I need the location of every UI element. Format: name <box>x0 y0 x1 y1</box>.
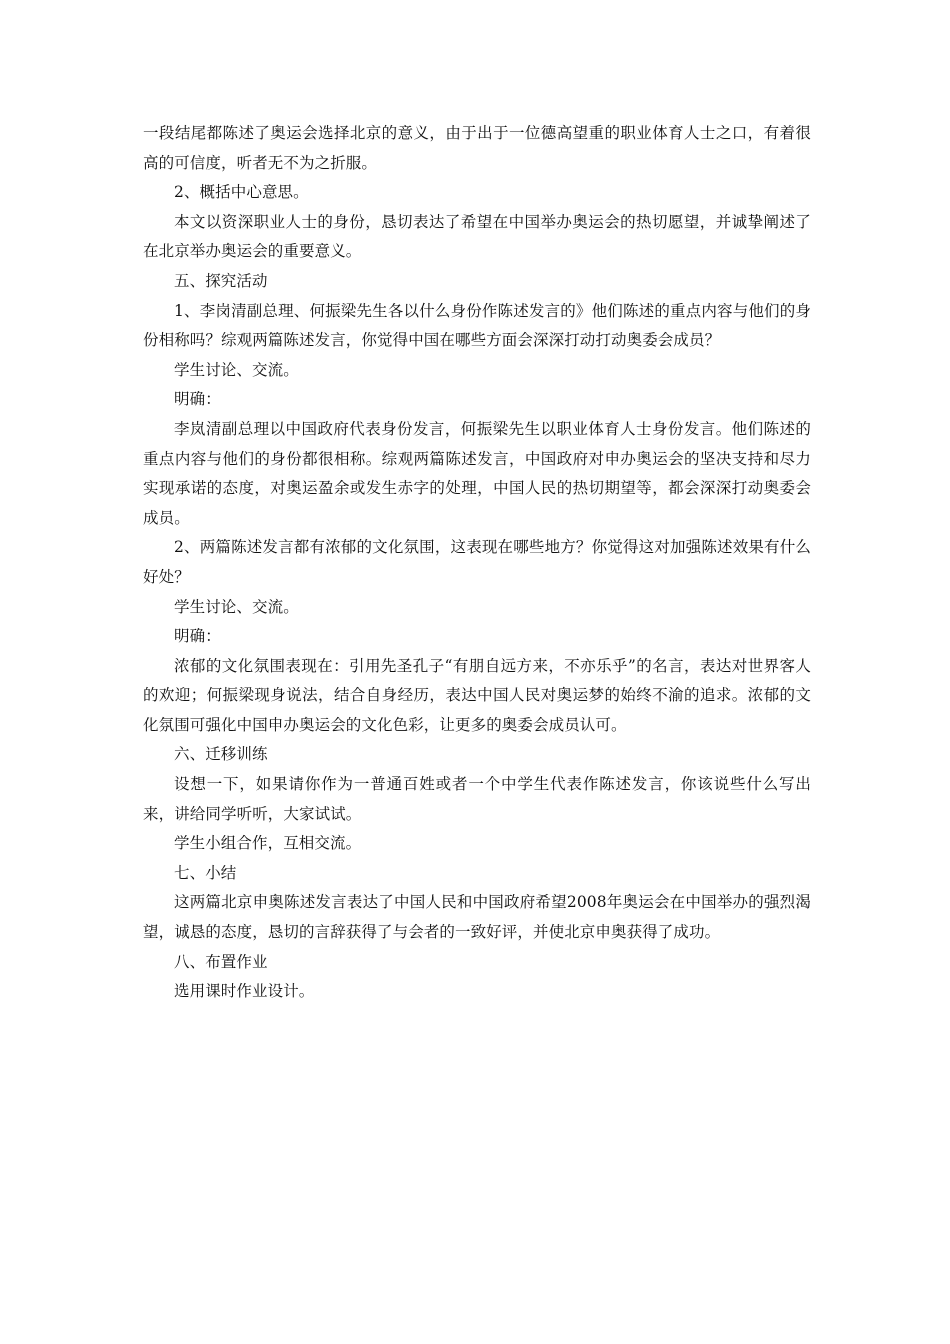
section-heading: 七、小结 <box>174 863 237 882</box>
answer-paragraph: 李岚清副总理以中国政府代表身份发言，何振梁先生以职业体育人士身份发言。他们陈述的重点内容与他们的身份都很相称。综观两篇陈述发言，中国政府对申办奥运会的坚决支持和尽力实现承诺的态度，对奥运盈余或发生赤字的处理，中国人民的热切期望等，都会深深打动奥委会成员。 <box>143 419 811 527</box>
section-heading: 五、探究活动 <box>174 271 268 290</box>
document-body <box>143 119 811 1007</box>
question-paragraph: 1、李岗清副总理、何振梁先生各以什么身份作陈述发言的》他们陈述的重点内容与他们的身份相称吗？综观两篇陈述发言，你觉得中国在哪些方面会深深打动打动奥委会成员？ <box>143 301 811 350</box>
paragraph: 本文以资深职业人士的身份，恳切表达了希望在中国举办奥运会的热切愿望，并诚挚阐述了在北京举办奥运会的重要意义。 <box>143 212 811 261</box>
paragraph: 设想一下，如果请你作为一普通百姓或者一个中学生代表作陈述发言，你该说些什么写出来，讲给同学听听，大家试试。 <box>143 775 811 823</box>
paragraph: 明确： <box>174 627 221 646</box>
paragraph: 这两篇北京申奥陈述发言表达了中国人民和中国政府希望2008年奥运会在中国举办的强烈渴望，诚恳的态度，恳切的言辞获得了与会者的一致好评，并使北京申奥获得了成功。 <box>143 893 811 942</box>
paragraph: 学生小组合作，互相交流。 <box>174 834 362 853</box>
question-paragraph: 2、两篇陈述发言都有浓郁的文化氛围，这表现在哪些地方？你觉得这对加强陈述效果有什么好处？ <box>143 538 811 586</box>
answer-paragraph: 浓郁的文化氛围表现在：引用先圣孔子“有朋自远方来，不亦乐乎”的名言，表达对世界客人的欢迎；何振梁现身说法，结合自身经历，表达中国人民对奥运梦的始终不渝的追求。浓郁的文化氛围可强化中国申办奥运会的文化色彩，让更多的奥委会成员认可。 <box>143 656 811 734</box>
paragraph: 明确： <box>174 390 221 409</box>
paragraph: 选用课时作业设计。 <box>174 982 315 1001</box>
section-heading: 八、布置作业 <box>174 952 268 971</box>
paragraph: 学生讨论、交流。 <box>174 597 299 616</box>
section-heading: 六、迁移训练 <box>174 745 268 764</box>
paragraph: 一段结尾都陈述了奥运会选择北京的意义，由于出于一位德高望重的职业体育人士之口，有着很高的可信度，听者无不为之折服。 <box>143 124 811 172</box>
section-subheading: 2、概括中心意思。 <box>174 183 309 202</box>
paragraph: 学生讨论、交流。 <box>174 360 299 379</box>
